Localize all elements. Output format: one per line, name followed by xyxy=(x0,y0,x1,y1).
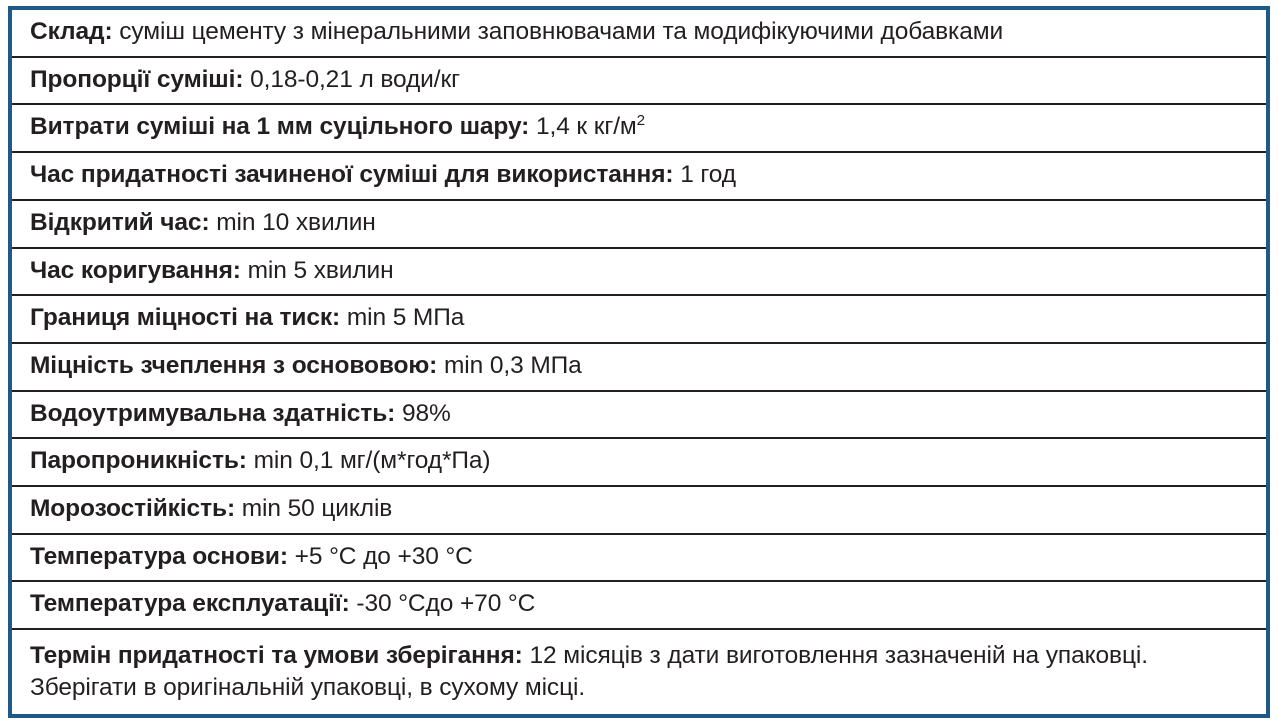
table-cell-pot-life xyxy=(10,152,1268,200)
row-value: +5 °С до +30 °С xyxy=(294,542,473,570)
row-label: Температура експлуатації: xyxy=(30,590,350,618)
row-value: min 5 хвилин xyxy=(247,256,394,284)
table-cell-substrate-temperature xyxy=(10,534,1268,582)
table-row xyxy=(10,581,1268,629)
row-value: 1,4 к кг/м xyxy=(535,113,637,141)
row-label: Витрати суміші на 1 мм суцільного шару: xyxy=(30,113,530,141)
table-row xyxy=(10,200,1268,248)
table-row xyxy=(10,248,1268,296)
row-label: Пропорції суміші: xyxy=(30,65,244,93)
table-cell-open-time xyxy=(10,200,1268,248)
table-cell-water-retention xyxy=(10,391,1268,439)
row-value: min 5 МПа xyxy=(346,304,465,332)
row-label: Склад: xyxy=(30,18,113,46)
row-value: 0,18-0,21 л води/кг xyxy=(250,65,460,93)
table-row xyxy=(10,57,1268,105)
row-value: min 50 циклів xyxy=(241,495,393,523)
row-label: Паропроникність: xyxy=(30,447,247,475)
table-cell-frost-resistance xyxy=(10,486,1268,534)
table-cell-adjustment-time xyxy=(10,248,1268,296)
table-row xyxy=(10,343,1268,391)
row-label: Час коригування: xyxy=(30,256,241,284)
row-label: Водоутримувальна здатність: xyxy=(30,399,396,427)
table-cell-compressive-strength xyxy=(10,295,1268,343)
specification-table xyxy=(8,6,1270,718)
row-value: суміш цементу з мінеральними заповнювачами та модифікуючими добавками xyxy=(119,18,1004,46)
table-cell-mix-proportions xyxy=(10,57,1268,105)
table-cell-service-temperature xyxy=(10,581,1268,629)
row-value: min 0,3 МПа xyxy=(443,351,582,379)
table-row xyxy=(10,8,1268,57)
row-label: Відкритий час: xyxy=(30,208,210,236)
table-row xyxy=(10,152,1268,200)
table-cell-vapour-permeability xyxy=(10,438,1268,486)
table-row xyxy=(10,486,1268,534)
table-row xyxy=(10,391,1268,439)
row-value: 98% xyxy=(401,399,451,427)
table-row xyxy=(10,295,1268,343)
row-value: 12 місяців з дати виготовлення зазначеній на упаковці. Зберігати в оригінальній упаковці, в сухому місці. xyxy=(30,642,1148,702)
table-cell-adhesion-strength xyxy=(10,343,1268,391)
row-label: Температура основи: xyxy=(30,542,288,570)
table-row xyxy=(10,438,1268,486)
row-value: 1 год xyxy=(680,161,736,189)
row-label: Морозостійкість: xyxy=(30,495,235,523)
table-row xyxy=(10,629,1268,716)
row-label: Границя міцності на тиск: xyxy=(30,304,341,332)
table-cell-consumption xyxy=(10,104,1268,152)
row-label: Час придатності зачиненої суміші для використання: xyxy=(30,161,674,189)
table-row xyxy=(10,534,1268,582)
row-value: -30 °Сдо +70 °С xyxy=(356,590,536,618)
row-value: min 0,1 мг/(м*год*Па) xyxy=(253,447,491,475)
row-label: Міцність зчеплення з основовою: xyxy=(30,351,438,379)
row-value: min 10 хвилин xyxy=(216,208,376,236)
table-cell-composition xyxy=(10,8,1268,57)
row-value-superscript: 2 xyxy=(636,112,646,130)
row-label: Термін придатності та умови зберігання: xyxy=(30,642,523,670)
table-cell-shelf-life-storage xyxy=(10,629,1268,716)
table-row xyxy=(10,104,1268,152)
